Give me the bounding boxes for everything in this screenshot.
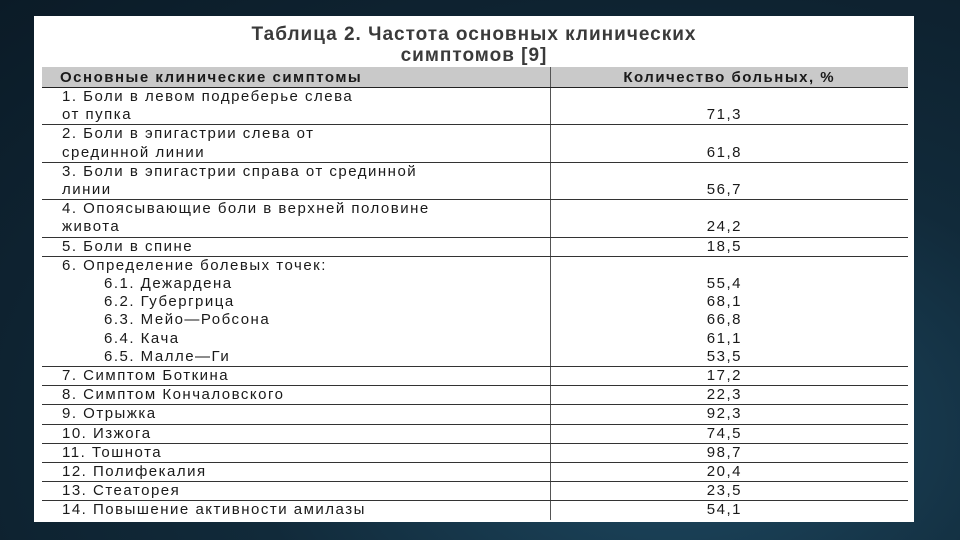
symptom-cell: 10. Изжога — [42, 424, 550, 443]
symptom-cell: 11. Тошнота — [42, 443, 550, 462]
table-row — [42, 424, 908, 443]
table-title-line1: Таблица 2. Частота основных клинических — [251, 24, 697, 45]
symptom-cell: 12. Полифекалия — [42, 463, 550, 482]
value-cell: 61,1 — [550, 330, 908, 348]
value-cell: 74,5 — [550, 424, 908, 443]
value-cell — [550, 256, 908, 275]
table-title-line2: симптомов [9] — [400, 45, 548, 66]
symptom-cell: 6.5. Малле—Ги — [42, 348, 550, 367]
value-cell: 20,4 — [550, 463, 908, 482]
value-cell: 55,4 — [550, 275, 908, 293]
table-row — [42, 162, 908, 199]
symptom-cell: 6.2. Губергрица — [104, 293, 235, 311]
symptom-cell: 6. Определение болевых точек: — [62, 256, 327, 274]
value-cell: 18,5 — [550, 237, 908, 256]
table-row — [42, 293, 908, 311]
symptom-cell: 4. Опоясывающие боли в верхней половине живота — [42, 200, 550, 237]
table-row — [42, 463, 908, 482]
symptom-cell: 14. Повышение активности амилазы — [62, 501, 366, 519]
table-row — [42, 330, 908, 348]
table-row — [42, 501, 908, 520]
value-cell: 17,2 — [550, 367, 908, 386]
symptoms-table — [42, 67, 908, 520]
symptom-cell: 8. Симптом Кончаловского — [42, 386, 550, 405]
table-row — [42, 348, 908, 367]
table-card — [34, 16, 914, 522]
symptom-cell: 6.4. Кача — [104, 329, 180, 347]
value-cell: 56,7 — [550, 162, 908, 199]
table-row — [42, 386, 908, 405]
value-cell: 71,3 — [550, 88, 908, 125]
table-row — [42, 311, 908, 329]
value-cell: 68,1 — [550, 293, 908, 311]
value-cell: 24,2 — [550, 200, 908, 237]
table-row — [42, 405, 908, 424]
value-cell: 54,1 — [550, 501, 908, 520]
symptom-cell: 6.1. Дежардена — [104, 275, 233, 293]
symptom-cell: 7. Симптом Боткина — [42, 367, 550, 386]
table-row — [42, 367, 908, 386]
table-row — [42, 256, 908, 275]
value-cell: 53,5 — [550, 348, 908, 367]
value-cell: 92,3 — [550, 405, 908, 424]
table-row — [42, 200, 908, 237]
header-patients-percent: Количество больных, % — [550, 67, 908, 88]
table-row — [42, 482, 908, 501]
value-cell: 66,8 — [550, 311, 908, 329]
symptom-cell: 3. Боли в эпигастрии справа от срединной линии — [42, 162, 550, 199]
table-row — [42, 275, 908, 293]
symptom-cell: 9. Отрыжка — [42, 405, 550, 424]
table-row — [42, 125, 908, 162]
symptom-cell: 2. Боли в эпигастрии слева от срединной линии — [42, 125, 550, 162]
symptom-cell: 5. Боли в спине — [42, 237, 550, 256]
table-header-row — [42, 67, 908, 88]
table-title — [34, 24, 914, 66]
value-cell: 98,7 — [550, 443, 908, 462]
table-row — [42, 88, 908, 125]
table-row — [42, 443, 908, 462]
value-cell: 22,3 — [550, 386, 908, 405]
symptom-cell: 1. Боли в левом подреберье слева от пупка — [42, 88, 550, 125]
value-cell: 61,8 — [550, 125, 908, 162]
header-symptoms: Основные клинические симптомы — [42, 67, 550, 88]
table-row — [42, 237, 908, 256]
value-cell: 23,5 — [550, 482, 908, 501]
symptom-cell: 6.3. Мейо—Робсона — [104, 311, 271, 329]
symptom-cell: 13. Стеаторея — [42, 482, 550, 501]
